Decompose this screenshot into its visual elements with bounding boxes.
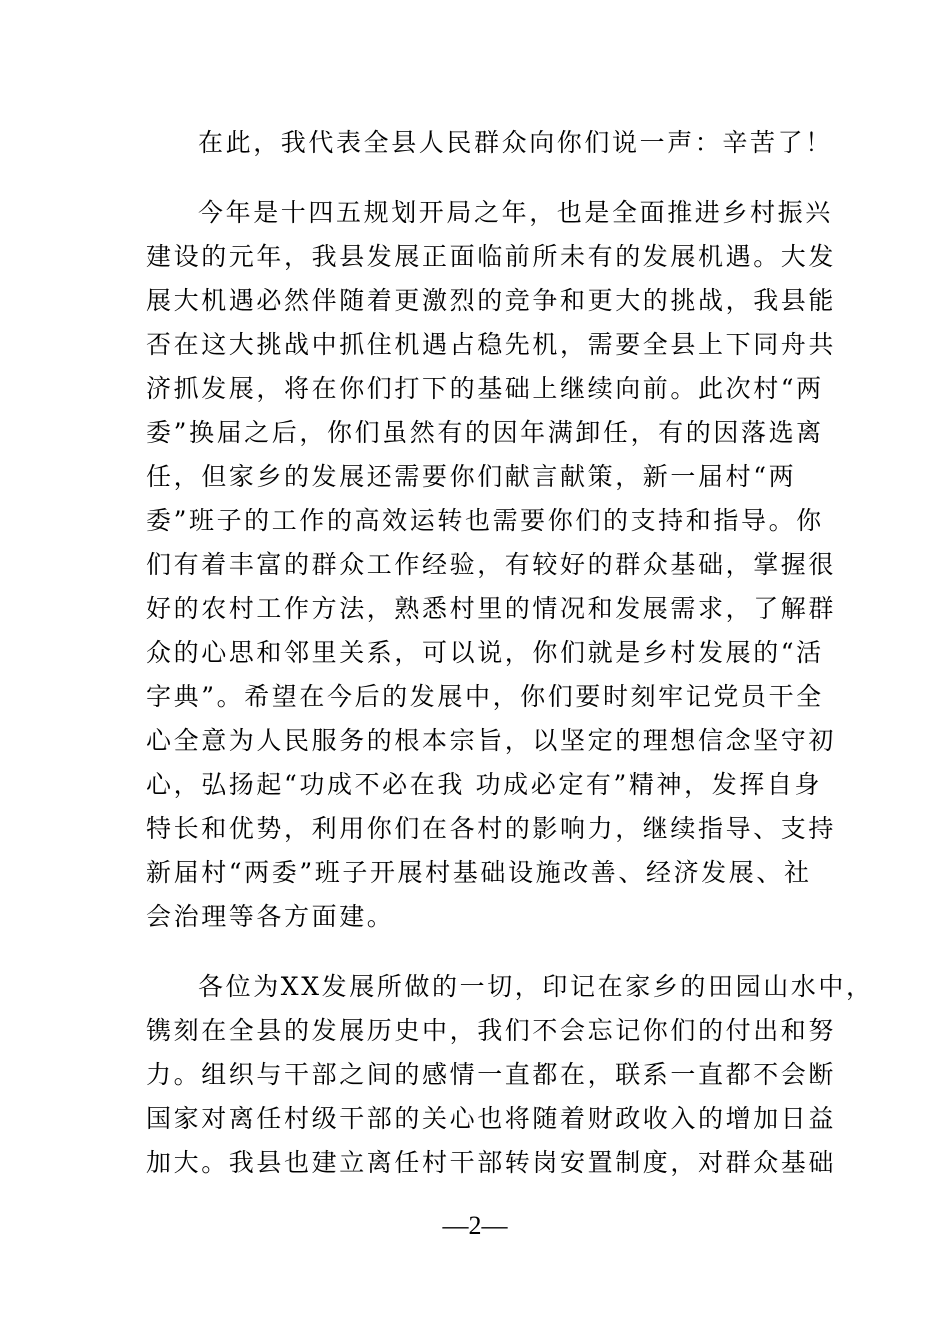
paragraph-line: 各位为XX发展所做的一切，印记在家乡的田园山水中， [198,972,874,1001]
paragraph-line: 济抓发展，将在你们打下的基础上继续向前。此次村“两 [146,374,824,403]
paragraph-spacing [146,165,806,191]
paragraph [146,965,874,1185]
paragraph-line: 会治理等各方面建。 [146,902,395,931]
paragraph-line: 特长和优势，利用你们在各村的影响力，继续指导、支持 [146,814,837,843]
paragraph-line: 镌刻在全县的发展历史中，我们不会忘记你们的付出和努 [146,1016,837,1045]
paragraph-spacing [146,939,806,965]
paragraph-line: 字典”。希望在今后的发展中，你们要时刻牢记党员干全 [146,682,824,711]
paragraph-line: 委”换届之后，你们虽然有的因年满卸任，有的因落选离 [146,418,824,447]
paragraph-line: 力。组织与干部之间的感情一直都在，联系一直都不会断 [146,1060,837,1089]
paragraph-line: 加大。我县也建立离任村干部转岗安置制度，对群众基础 [146,1148,837,1177]
page-number: —2— [442,1211,508,1240]
paragraph-line: 好的农村工作方法，熟悉村里的情况和发展需求，了解群 [146,594,837,623]
paragraph-line: 心全意为人民服务的根本宗旨，以坚定的理想信念坚守初 [146,726,837,755]
paragraph-line: 建设的元年，我县发展正面临前所未有的发展机遇。大发 [146,242,837,271]
paragraph [146,191,837,939]
document-body [146,121,874,1185]
paragraph-line: 新届村“两委”班子开展村基础设施改善、经济发展、社 [146,858,812,887]
paragraph-line: 国家对离任村级干部的关心也将随着财政收入的增加日益 [146,1104,837,1133]
paragraph-line: 众的心思和邻里关系，可以说，你们就是乡村发展的“活 [146,638,824,667]
paragraph-line: 委”班子的工作的高效运转也需要你们的支持和指导。你 [146,506,824,535]
paragraph-line: 在此，我代表全县人民群众向你们说一声：辛苦了！ [198,128,833,157]
paragraph-line: 展大机遇必然伴随着更激烈的竞争和更大的挑战，我县能 [146,286,837,315]
paragraph-line: 们有着丰富的群众工作经验，有较好的群众基础，掌握很 [146,550,837,579]
paragraph-line: 任，但家乡的发展还需要你们献言献策，新一届村“两 [146,462,797,491]
paragraph-line: 今年是十四五规划开局之年，也是全面推进乡村振兴 [198,198,833,227]
paragraph [146,121,833,165]
paragraph-line: 心，弘扬起“功成不必在我 功成必定有”精神，发挥自身 [146,770,823,799]
paragraph-line: 否在这大挑战中抓住机遇占稳先机，需要全县上下同舟共 [146,330,837,359]
